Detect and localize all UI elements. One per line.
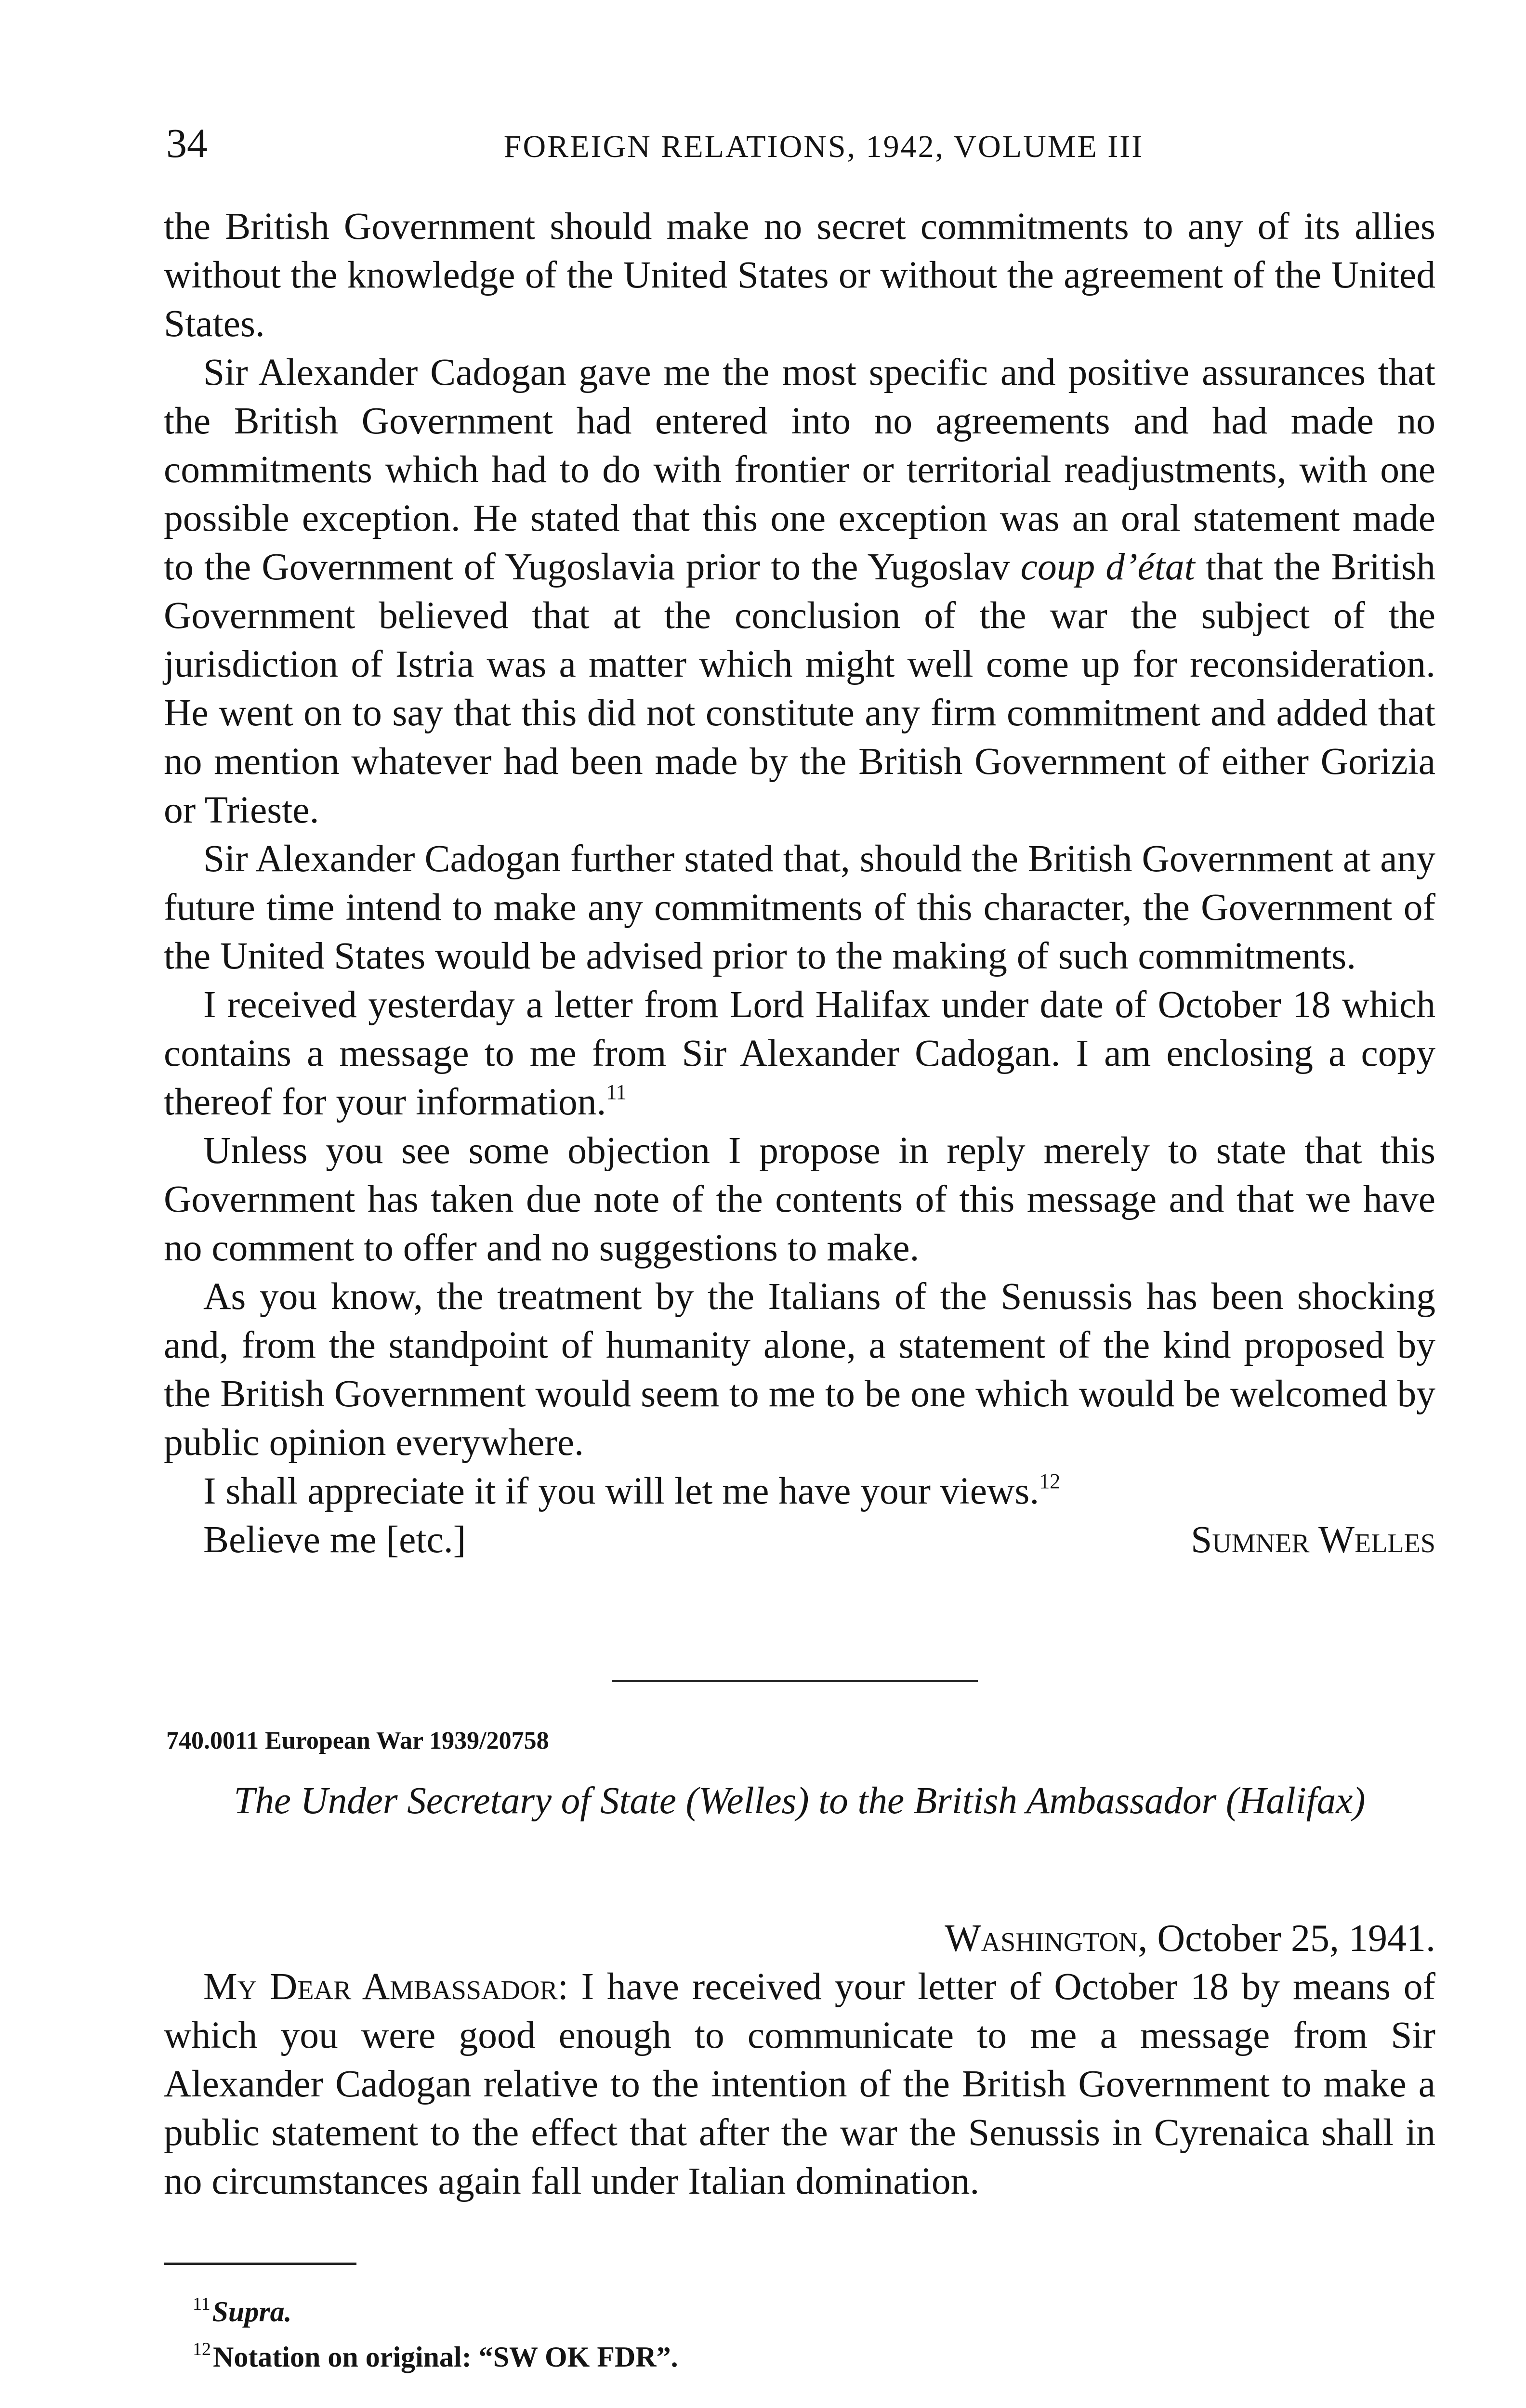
footnote-12 bbox=[193, 2330, 678, 2376]
dateline bbox=[164, 1914, 1435, 1963]
footnote-divider bbox=[164, 2263, 356, 2265]
paragraph-2 bbox=[164, 348, 1435, 835]
paragraph-7 bbox=[164, 1467, 1435, 1516]
page-number: 34 bbox=[166, 120, 208, 166]
paragraph-4-text: I received yesterday a letter from Lord Halifax under date of October 18 which contains a message to me from Sir Alexander Cadogan. I am enclosing a copy thereof for your information. bbox=[164, 983, 1435, 1123]
footnote-text: Supra. bbox=[212, 2296, 292, 2328]
dateline-date: , October 25, 1941. bbox=[1138, 1917, 1435, 1960]
paragraph-6: As you know, the treatment by the Italians of the Senussis has been shocking and, from the standpoint of humanity alone, a statement of the kind proposed by the British Government would seem to me to be one which would be welcomed by public opinion everywhere. bbox=[164, 1275, 1435, 1464]
paragraph-1: the British Government should make no secret commitments to any of its allies without the knowledge of the United States or without the agreement of the United States. bbox=[164, 205, 1435, 345]
letter-body-continued bbox=[164, 202, 1435, 1564]
footnote-ref-12: 12 bbox=[1039, 1469, 1061, 1493]
section-divider bbox=[612, 1680, 978, 1682]
signoff bbox=[164, 1516, 1435, 1564]
paragraph-3: Sir Alexander Cadogan further stated that, should the British Government at any future time intend to make any commitments of this character, the Government of the United States would be advised prior to the making of such commitments. bbox=[164, 838, 1435, 977]
paragraph-7-text: I shall appreciate it if you will let me have your views. bbox=[203, 1470, 1039, 1512]
footnotes bbox=[193, 2285, 678, 2376]
paragraph-5: Unless you see some objection I propose in reply merely to state that this Government has taken due note of the contents of this message and that we have no comment to offer and no suggestions to make. bbox=[164, 1129, 1435, 1269]
page-header bbox=[166, 117, 1438, 170]
running-title: FOREIGN RELATIONS, 1942, VOLUME III bbox=[503, 129, 1144, 164]
letter-text: I have received your letter of October 18 by means of which you were good enough to communicate to me a message from Sir Alexander Cadogan relative to the intention of the British Government to make a public statement to the effect that after the war the Senussis in Cyrenaica shall in no circumstances again fall under Italian domination. bbox=[164, 1965, 1435, 2202]
paragraph-4 bbox=[164, 981, 1435, 1126]
letter-paragraph bbox=[164, 1963, 1435, 2206]
closing: Believe me [etc.] bbox=[203, 1518, 466, 1561]
footnote-mark: 11 bbox=[193, 2294, 210, 2314]
coup-detat-italic: coup d’état bbox=[1020, 546, 1195, 588]
letter-body bbox=[164, 1963, 1435, 2206]
file-reference: 740.0011 European War 1939/20758 bbox=[166, 1727, 549, 1754]
dateline-place: Washington bbox=[945, 1917, 1138, 1960]
footnote-ref-11: 11 bbox=[606, 1080, 627, 1104]
document-title: The Under Secretary of State (Welles) to the British Ambassador (Halifax) bbox=[234, 1780, 1366, 1822]
footnote-text: Notation on original: “SW OK FDR”. bbox=[213, 2341, 678, 2373]
signature: Sumner Welles bbox=[1191, 1518, 1435, 1561]
footnote-11 bbox=[193, 2285, 678, 2330]
paragraph-2-rest: that the British Government believed that at the conclusion of the war the subject of the jurisdiction of Istria was a matter which might well come up for reconsideration. He went on to say that this did not constitute any firm commitment and added that no mention whatever had been made by the British Government of either Gorizia or Trieste. bbox=[164, 546, 1436, 831]
footnote-mark: 12 bbox=[193, 2339, 211, 2359]
salutation: My Dear Ambassador: bbox=[203, 1965, 568, 2008]
paragraph-2-text: Sir Alexander Cadogan gave me the most specific and positive assurances that the British Government had entered into no agreements and had made no commitments which had to do with frontier or territorial readjustments, with one possible exception. He stated that this one exception was an oral statement made to the Government of Yugoslavia prior to the Yugoslav bbox=[164, 351, 1435, 588]
